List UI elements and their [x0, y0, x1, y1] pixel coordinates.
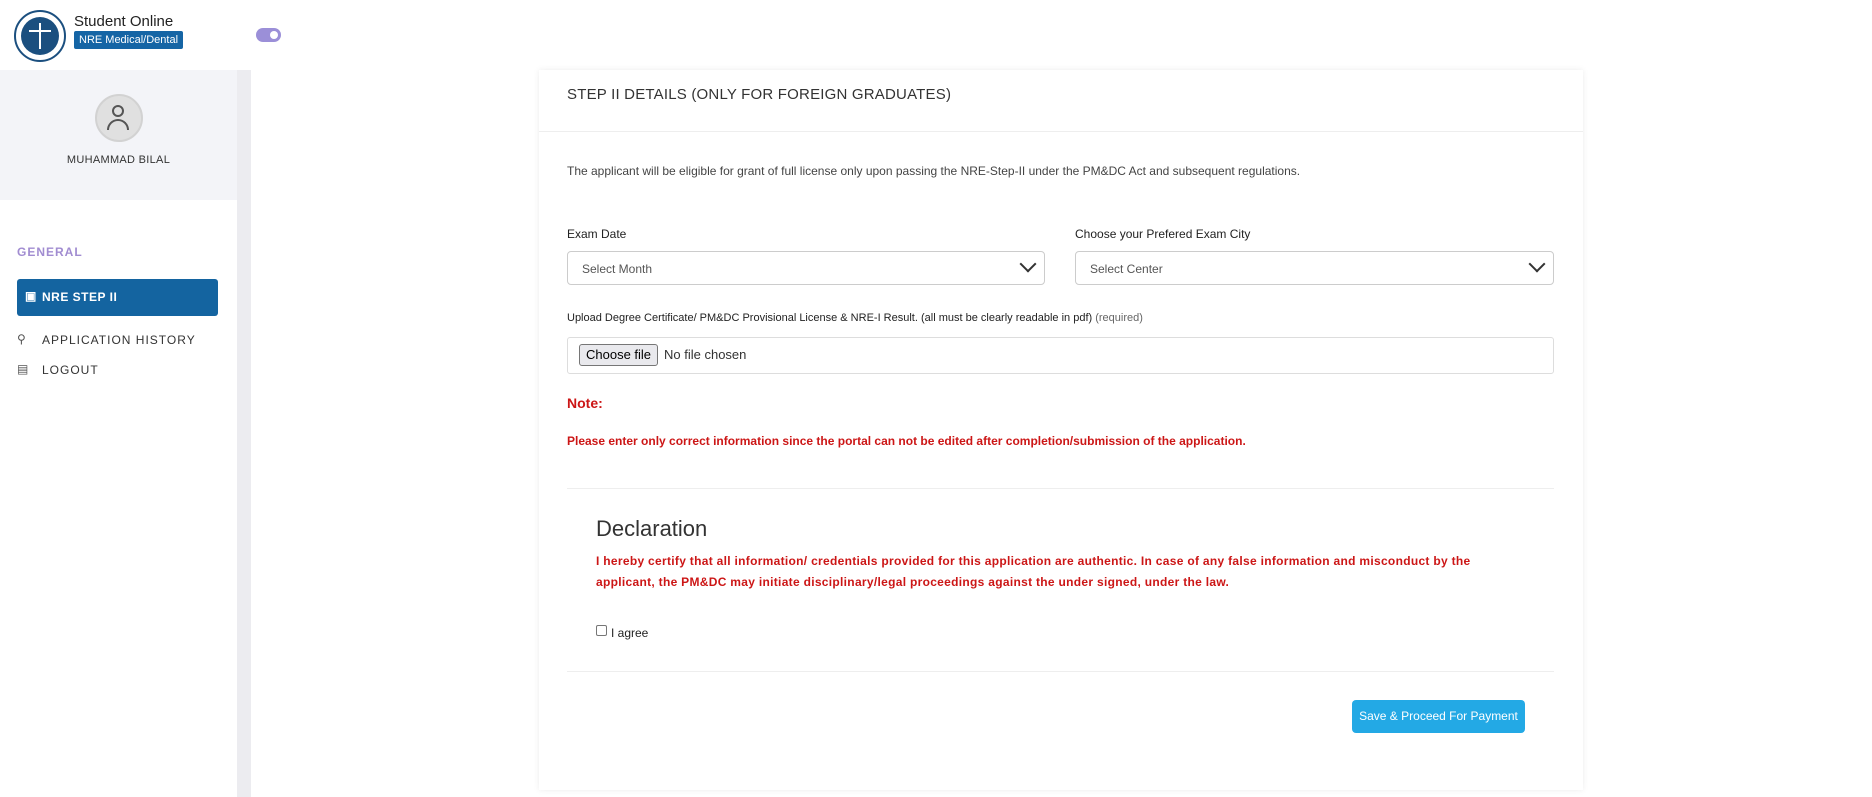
agree-label[interactable]: I agree	[611, 626, 649, 640]
agree-checkbox[interactable]	[596, 625, 607, 636]
user-icon	[112, 105, 124, 117]
form-title: STEP II DETAILS (ONLY FOR FOREIGN GRADUATES)	[567, 86, 952, 103]
avatar[interactable]	[95, 94, 143, 142]
divider	[567, 488, 1554, 489]
declaration-title: Declaration	[596, 516, 708, 541]
sidebar-scroll-gutter	[237, 70, 251, 797]
chevron-down-icon	[1529, 256, 1546, 273]
eligibility-info: The applicant will be eligible for grant of full license only upon passing the NRE-Step-II under the PM&DC Act and subsequent regulations.	[567, 164, 1301, 178]
toggle-switch-icon[interactable]	[256, 28, 281, 42]
upload-label	[567, 312, 1143, 324]
choose-file-button[interactable]: Choose file	[579, 344, 658, 366]
upload-label-text: Upload Degree Certificate/ PM&DC Provisional License & NRE-I Result. (all must be clearly readable in pdf)	[567, 312, 1093, 324]
key-icon: ⚲	[17, 332, 27, 346]
exam-city-value: Select Center	[1090, 262, 1163, 276]
step-ii-form-card	[539, 70, 1583, 790]
calendar-icon: ▤	[17, 362, 30, 376]
note-text: Please enter only correct information since the portal can not be edited after completion/submission of the application.	[567, 434, 1246, 448]
pmdc-seal-icon[interactable]	[14, 10, 66, 62]
exam-date-label: Exam Date	[567, 227, 627, 241]
exam-city-label: Choose your Prefered Exam City	[1075, 227, 1251, 241]
top-bar	[0, 0, 1872, 71]
exam-city-select[interactable]	[1075, 251, 1554, 285]
sidebar-item-nre-step-ii[interactable]	[17, 279, 218, 316]
app-badge: NRE Medical/Dental	[74, 31, 183, 49]
save-proceed-payment-button[interactable]: Save & Proceed For Payment	[1352, 700, 1525, 733]
sidebar	[0, 70, 237, 797]
profile-panel	[0, 70, 237, 200]
chevron-down-icon	[1020, 256, 1037, 273]
declaration-text: I hereby certify that all information/ credentials provided for this application are authentic. In case of any false information and misconduct by the applicant, the PM&DC may initiate disciplinary/legal proceedings against the under signed, under the law.	[596, 554, 1471, 589]
exam-date-select[interactable]	[567, 251, 1045, 285]
divider	[539, 131, 1583, 132]
nav-section-heading: GENERAL	[17, 245, 83, 259]
app-title: Student Online	[74, 13, 174, 30]
note-title: Note:	[567, 395, 603, 411]
monitor-icon: ▣	[25, 289, 37, 303]
file-status: No file chosen	[664, 347, 747, 362]
divider	[567, 671, 1554, 672]
exam-date-value: Select Month	[582, 262, 653, 276]
sidebar-item-label: NRE STEP II	[42, 290, 118, 304]
sidebar-item-label: APPLICATION HISTORY	[42, 333, 196, 347]
document-upload-input[interactable]	[567, 337, 1554, 374]
upload-required-hint: (required)	[1095, 312, 1143, 324]
username: MUHAMMAD BILAL	[66, 154, 171, 166]
sidebar-item-label: LOGOUT	[42, 363, 99, 377]
